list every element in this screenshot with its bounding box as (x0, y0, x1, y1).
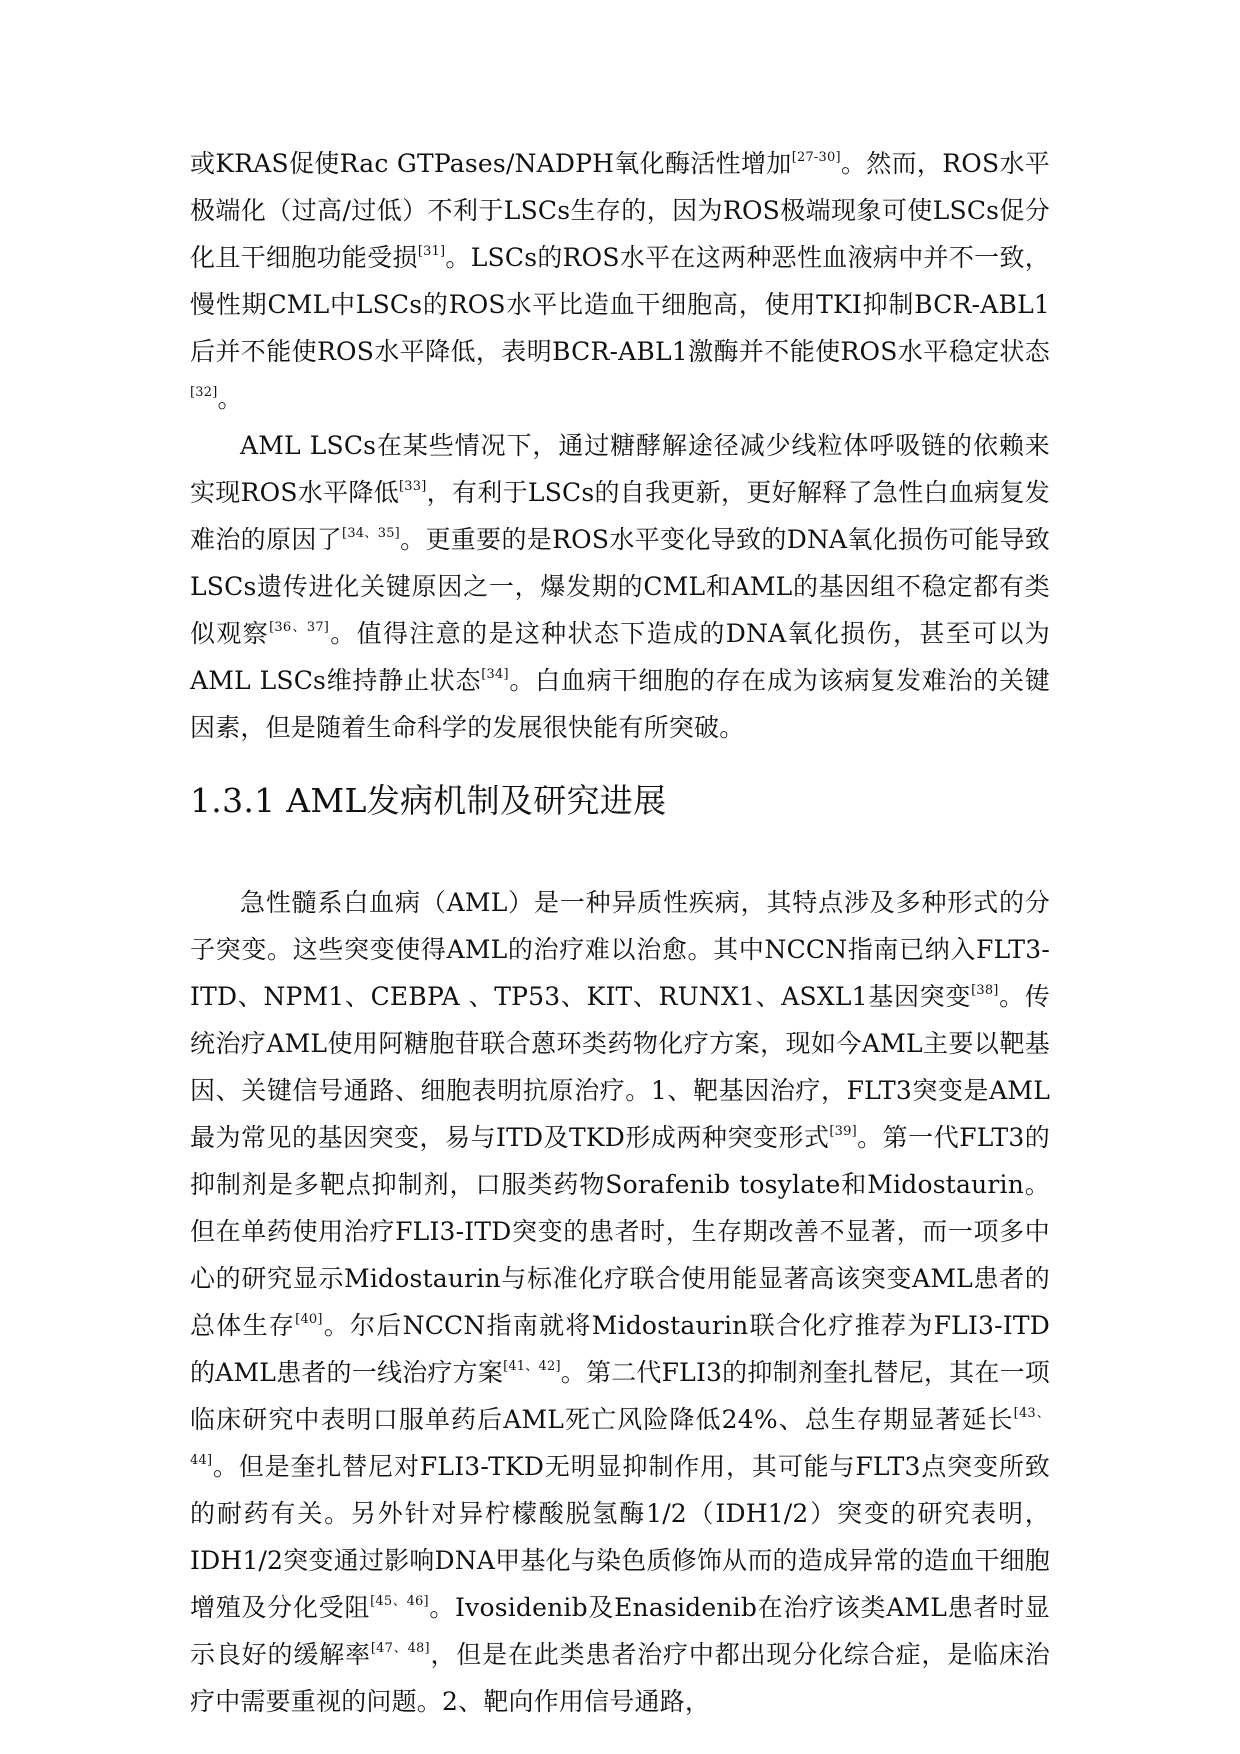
text-segment: ，但是在此类患者治疗中都出现分化综合症，是临床治疗中需要重视的问题。2、靶向作用信号通路， (190, 1640, 1050, 1716)
text-segment: 。然而，ROS水平极端化（过高/过低）不利于LSCs生存的，因为ROS极端现象可使LSCs促分化且干细胞功能受损 (190, 149, 1050, 272)
text-segment: AML LSCs在某些情况下，通过糖酵解途径减少线粒体呼吸链的依赖来实现ROS水平降低 (190, 431, 1050, 507)
citation: [41、42] (503, 1358, 561, 1374)
text-segment: 。尔后NCCN指南就将Midostaurin联合化疗推荐为FLI3-ITD的AML患者的一线治疗方案 (190, 1311, 1050, 1387)
text-segment: 。值得注意的是这种状态下造成的DNA氧化损伤，甚至可以为AML LSCs维持静止状态 (190, 619, 1050, 695)
text-segment: 。第一代FLT3的抑制剂是多靶点抑制剂，口服类药物Sorafenib tosylate和Midostaurin。但在单药使用治疗FLI3-ITD突变的患者时，生存期改善不显著，而一项多中心的研究显示Midostaurin与标准化疗联合使用能显著高该突变AML患者的总体生存 (190, 1123, 1050, 1340)
citation: [40] (295, 1311, 323, 1327)
document-page (190, 140, 1050, 1725)
citation: [33] (399, 478, 427, 494)
text-segment: 。更重要的是ROS水平变化导致的DNA氧化损伤可能导致LSCs遗传进化关键原因之一，爆发期的CML和AML的基因组不稳定都有类似观察 (190, 525, 1051, 648)
text-segment: 。白血病干细胞的存在成为该病复发难治的关键因素，但是随着生命科学的发展很快能有所突破。 (190, 666, 1051, 742)
citation: [34、35] (342, 525, 400, 541)
citation: [27-30] (791, 149, 841, 165)
text-segment: 。第二代FLI3的抑制剂奎扎替尼，其在一项临床研究中表明口服单药后AML死亡风险降低24%、总生存期显著延长 (190, 1358, 1050, 1434)
citation: [43、44] (190, 1405, 1050, 1468)
section-heading: 1.3.1 AML发病机制及研究进展 (190, 781, 667, 820)
citation: [45、46] (370, 1593, 429, 1609)
citation: [47、48] (370, 1640, 430, 1656)
text-segment: 。但是奎扎替尼对FLI3-TKD无明显抑制作用，其可能与FLT3点突变所致的耐药有关。另外针对异柠檬酸脱氢酶1/2（IDH1/2）突变的研究表明，IDH1/2突变通过影响DNA甲基化与染色质修饰从而的造成异常的造血干细胞增殖及分化受阻 (190, 1452, 1050, 1622)
text-segment: 。传统治疗AML使用阿糖胞苷联合蒽环类药物化疗方案，现如今AML主要以靶基因、关键信号通路、细胞表明抗原治疗。1、靶基因治疗，FLT3突变是AML最为常见的基因突变，易与ITD及TKD形成两种突变形式 (190, 982, 1050, 1152)
citation: [39] (829, 1123, 857, 1139)
text-segment: 急性髓系白血病（AML）是一种异质性疾病，其特点涉及多种形式的分子突变。这些突变使得AML的治疗难以治愈。其中NCCN指南已纳入FLT3-ITD、NPM1、CEBPA 、TP53、KIT、RUNX1、ASXL1基因突变 (190, 888, 1050, 1011)
citation: [36、37] (269, 619, 330, 635)
citation: [31] (417, 243, 446, 259)
text-segment: 。 (217, 384, 243, 413)
text-segment: ，有利于LSCs的自我更新，更好解释了急性白血病复发难治的原因了 (190, 478, 1050, 554)
text-segment: 。Ivosidenib及Enasidenib在治疗该类AML患者时显示良好的缓解率 (190, 1593, 1050, 1669)
citation: [38] (971, 982, 999, 998)
text-segment: 或KRAS促使Rac GTPases/NADPH氧化酶活性增加 (190, 149, 792, 178)
paragraph-aml-mechanism (190, 879, 1050, 1725)
paragraph-aml-lscs (190, 422, 1050, 751)
citation: [34] (481, 666, 509, 682)
paragraph-ros-lscs (190, 140, 1050, 422)
text-segment: 。LSCs的ROS水平在这两种恶性血液病中并不一致，慢性期CML中LSCs的ROS水平比造血干细胞高，使用TKI抑制BCR-ABL1后并不能使ROS水平降低，表明BCR-ABL1激酶并不能使ROS水平稳定状态 (190, 243, 1050, 366)
heading-spacer (190, 833, 1050, 879)
citation: [32] (190, 384, 218, 400)
